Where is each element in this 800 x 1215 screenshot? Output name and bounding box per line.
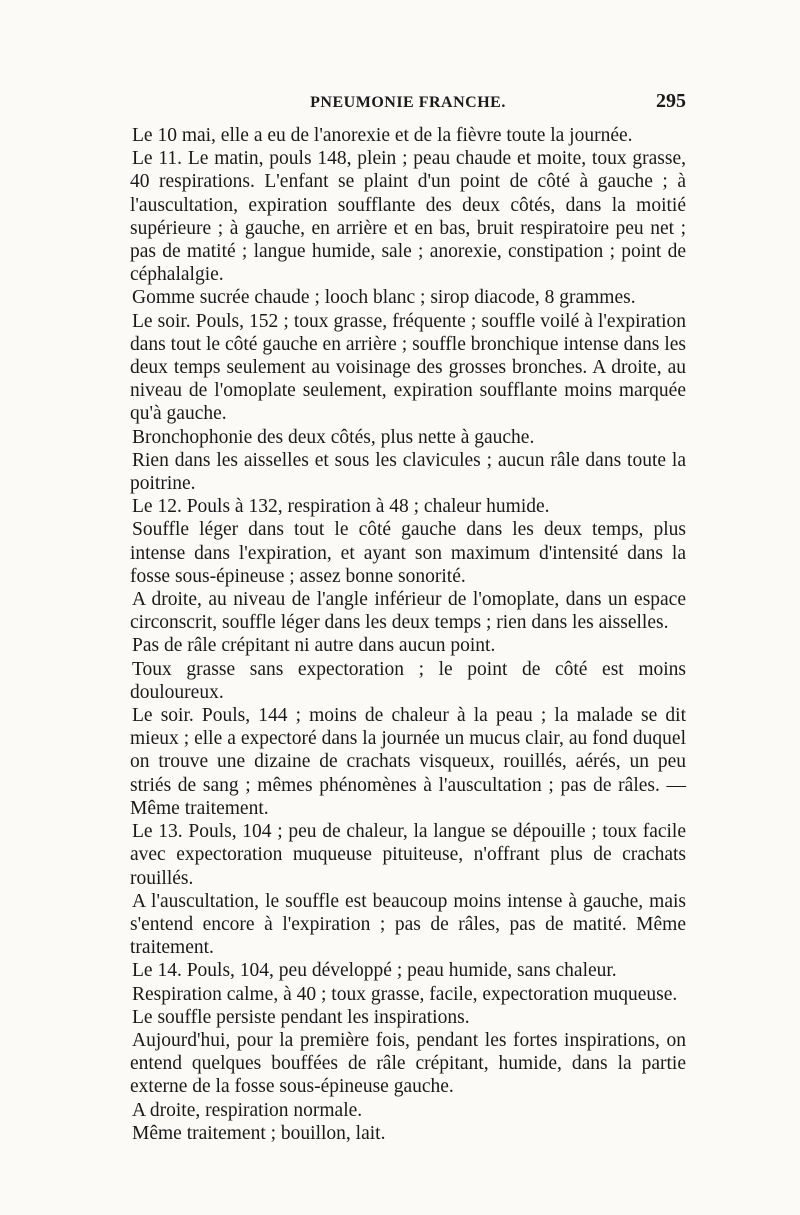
paragraph-9: A droite, au niveau de l'angle inférieur de l'omoplate, dans un espace circonscrit, souffle léger dans les deux temps ; rien dans les aisselles. [130,589,686,634]
paragraph-10: Pas de râle crépitant ni autre dans aucun point. [132,635,496,657]
paragraph-4: Le soir. Pouls, 152 ; toux grasse, fréquente ; souffle voilé à l'expiration dans tout le côté gauche en arrière ; souffle bronchique intense dans les deux temps seulement au voisinage des grosses bronches. A droite, au niveau de l'omoplate seulement, expiration soufflante moins marquée qu'à gauche. [130,310,686,425]
paragraph-6: Rien dans les aisselles et sous les clavicules ; aucun râle dans toute la poitrine. [130,449,686,495]
paragraph-14: A l'auscultation, le souffle est beaucoup moins intense à gauche, mais s'entend encore à l'expiration ; pas de râles, pas de matité. Même traitement. [130,890,686,959]
running-head [130,88,686,116]
paragraph-17: Le souffle persiste pendant les inspirations. [132,1006,470,1028]
paragraph-13: Le 13. Pouls, 104 ; peu de chaleur, la langue se dépouille ; toux facile avec expectoration muqueuse pituiteuse, n'offrant plus de crachats rouillés. [130,821,686,889]
paragraph-15: Le 14. Pouls, 104, peu développé ; peau humide, sans chaleur. [132,960,617,982]
running-title: PNEUMONIE FRANCHE. [310,94,506,111]
paragraph-18: Aujourd'hui, pour la première fois, pendant les fortes inspirations, on entend quelques bouffées de râle crépitant, humide, dans la partie externe de la fosse sous-épineuse gauche. [130,1029,686,1098]
paragraph-11: Toux grasse sans expectoration ; le point de côté est moins douloureux. [130,658,686,703]
paragraph-3: Gomme sucrée chaude ; looch blanc ; sirop diacode, 8 grammes. [132,287,636,309]
paragraph-1: Le 10 mai, elle a eu de l'anorexie et de la fièvre toute la journée. [132,125,633,146]
paragraph-19: A droite, respiration normale. [132,1099,363,1121]
paragraph-5: Bronchophonie des deux côtés, plus nette à gauche. [132,426,535,448]
paragraph-20: Même traitement ; bouillon, lait. [132,1122,386,1144]
paragraph-8: Souffle léger dans tout le côté gauche dans les deux temps, plus intense dans l'expiration, et ayant son maximum d'intensité dans la fosse sous-épineuse ; assez bonne sonorité. [130,519,686,587]
paragraph-2: Le 11. Le matin, pouls 148, plein ; peau chaude et moite, toux grasse, 40 respirations. L'enfant se plaint d'un point de côté à gauche ; à l'auscultation, expiration soufflante des deux côtés, dans la moitié supérieure ; à gauche, en arrière et en bas, bruit respiratoire peu net ; pas de matité ; langue humide, sale ; anorexie, constipation ; point de céphalalgie. [130,148,686,286]
paragraph-12: Le soir. Pouls, 144 ; moins de chaleur à la peau ; la malade se dit mieux ; elle a expectoré dans la journée un mucus clair, au fond duquel on trouve une dizaine de crachats visqueux, rouillés, aérés, un peu striés de sang ; mêmes phénomènes à l'auscultation ; pas de râles. —Même traitement. [130,705,686,819]
paragraph-16: Respiration calme, à 40 ; toux grasse, facile, expectoration muqueuse. [132,983,678,1005]
body-text [130,124,686,1145]
page-number: 295 [656,90,686,112]
paragraph-7: Le 12. Pouls à 132, respiration à 48 ; chaleur humide. [132,496,550,518]
